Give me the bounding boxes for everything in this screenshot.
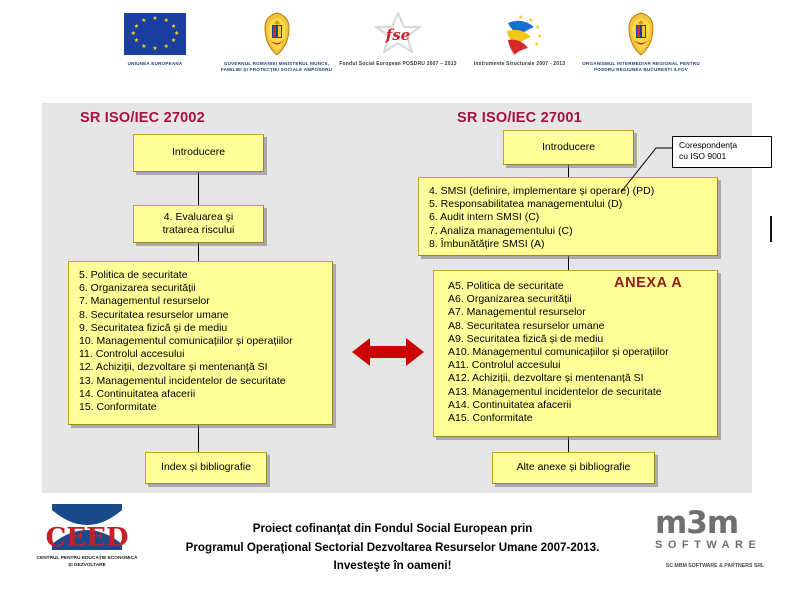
list-item: A9. Securitatea fizică și de mediu <box>448 332 604 345</box>
stray-tick-artifact <box>770 216 772 242</box>
funding-line: Programul Operaţional Sectorial Dezvoltarea Resurselor Umane 2007-2013. <box>185 540 600 554</box>
box-right-alte-anexe[interactable] <box>492 452 655 484</box>
callout-corespondenta-iso9001[interactable] <box>672 136 772 168</box>
project-funding-note <box>120 520 665 576</box>
funding-line: Investeşte în oameni! <box>333 559 452 572</box>
ceed-logo-caption: CENTRUL PENTRU EDUCAŢIE ECONOMICĂ ŞI DEZVOLTARE <box>36 556 138 568</box>
list-item: 5. Politica de securitate <box>79 269 188 281</box>
logo-caption: Instrumente Structurale 2007 - 2013 <box>473 61 566 67</box>
logo-caption: ORGANISMUL INTERMEDIAR REGIONAL PENTRU POSDRU REGIUNEA BUCURESTI ILFOV <box>582 61 700 73</box>
list-item: A13. Managementul incidentelor de securitate <box>448 385 662 398</box>
romanian-coat-of-arms-icon <box>260 10 294 58</box>
box-right-anexa-a[interactable] <box>433 270 718 437</box>
svg-text:★: ★ <box>536 34 542 40</box>
connector-left-clauses-index <box>198 425 199 452</box>
list-item: A12. Achiziții, dezvoltare și mentenanță SI <box>448 372 644 385</box>
connector-right-annex-footer <box>568 437 569 452</box>
logo-european-union <box>96 10 214 67</box>
logo-caption: Fondul Social European POSDRU 2007 – 2013 <box>339 61 457 67</box>
logo-strip <box>96 10 700 94</box>
connector-right-clauses-annex <box>568 256 569 270</box>
list-item: A11. Controlul accesului <box>448 359 561 372</box>
structural-instruments-icon <box>494 10 546 58</box>
logo-romanian-government <box>218 10 336 73</box>
romanian-coat-of-arms-icon <box>624 10 658 58</box>
list-item: 12. Achiziții, dezvoltare și mentenanță SI <box>79 361 268 374</box>
list-item: 4. SMSI (definire, implementare și operare) (PD) <box>429 185 655 197</box>
list-item: 5. Responsabilitatea managementului (D) <box>429 198 623 211</box>
annex-a-label: ANEXA A <box>614 275 683 291</box>
left-column-title: SR ISO/IEC 27002 <box>80 110 205 126</box>
box-label-line: 4. Evaluarea şi <box>163 210 234 223</box>
box-label: Introducere <box>541 140 596 153</box>
svg-text:★: ★ <box>534 25 540 31</box>
svg-text:★: ★ <box>533 42 539 48</box>
connector-left-intro-risk <box>198 172 199 206</box>
box-left-index-bibliografie[interactable] <box>145 452 267 484</box>
logo-structural-instruments <box>461 10 579 68</box>
list-item: 13. Managementul incidentelor de securitate <box>79 374 286 387</box>
list-item: 10. Managementul comunicațiilor și operațiilor <box>79 335 293 348</box>
list-item: A10. Managementul comunicațiilor și operațiilor <box>448 346 669 359</box>
list-item: 8. Îmbunătățire SMSI (A) <box>429 237 545 250</box>
box-left-clauses[interactable] <box>68 261 333 425</box>
box-right-clauses[interactable] <box>418 177 718 256</box>
mbm-software-logo-icon <box>655 505 775 558</box>
list-item: 15. Conformitate <box>79 401 157 414</box>
callout-line: cu ISO 9001 <box>679 151 727 161</box>
box-label: Index și bibliografie <box>161 461 251 474</box>
list-item: A14. Continuitatea afacerii <box>448 398 572 411</box>
list-item: 14. Continuitatea afacerii <box>79 387 196 400</box>
double-headed-arrow-icon <box>352 335 424 369</box>
list-item: 6. Organizarea securității <box>79 282 196 295</box>
list-item: 6. Audit intern SMSI (C) <box>429 211 540 224</box>
funding-line: Proiect cofinanţat din Fondul Social European prin <box>252 522 533 535</box>
logo-intermediate-body <box>582 10 700 73</box>
list-item: A6. Organizarea securității <box>448 293 572 306</box>
logo-fse <box>339 10 457 68</box>
box-left-introducere[interactable] <box>133 134 264 172</box>
svg-text:CEED: CEED <box>45 523 129 553</box>
svg-text:★: ★ <box>517 15 523 21</box>
connector-left-risk-clauses <box>198 243 199 261</box>
mbm-subtitle: SOFTWARE <box>655 539 762 551</box>
list-item: 9. Securitatea fizică și de mediu <box>79 321 228 334</box>
mbm-logo-caption: SC MBM SOFTWARE & PARTNERS SRL <box>665 563 765 569</box>
mbm-wordmark: m3m <box>655 505 739 541</box>
list-item: 11. Controlul accesului <box>79 348 185 361</box>
list-item: 7. Managementul resurselor <box>79 295 210 308</box>
box-label-line: tratarea riscului <box>162 224 235 236</box>
list-item: A8. Securitatea resurselor umane <box>448 319 605 332</box>
box-left-evaluarea-riscului[interactable] <box>133 205 264 243</box>
right-column-title: SR ISO/IEC 27001 <box>457 110 582 126</box>
eu-flag-icon: ★ ★ ★ ★ ★ ★ ★ ★ ★ ★ ★ ★ <box>124 10 186 58</box>
list-item: A5. Politica de securitate <box>448 280 564 292</box>
list-item: 7. Analiza managementului (C) <box>429 224 573 237</box>
callout-line: Corespondența <box>679 140 738 150</box>
svg-text:fse: fse <box>385 26 411 44</box>
box-label: Alte anexe și bibliografie <box>516 461 631 474</box>
list-item: A15. Conformitate <box>448 412 533 425</box>
box-right-introducere[interactable] <box>503 130 634 165</box>
svg-text:★: ★ <box>527 18 533 24</box>
list-item: A7. Managementul resurselor <box>448 306 586 319</box>
fse-star-icon <box>371 10 425 58</box>
logo-caption: UNIUNEA EUROPEANA <box>127 61 183 66</box>
logo-caption: GUVERNUL ROMANIEI MINISTERUL MUNCII, FAMILIEI ȘI PROTECȚIEI SOCIALE AMPOSDRU <box>220 61 333 73</box>
logo-banner <box>0 0 794 100</box>
box-label: Introducere <box>171 146 226 159</box>
list-item: 8. Securitatea resurselor umane <box>79 308 229 321</box>
